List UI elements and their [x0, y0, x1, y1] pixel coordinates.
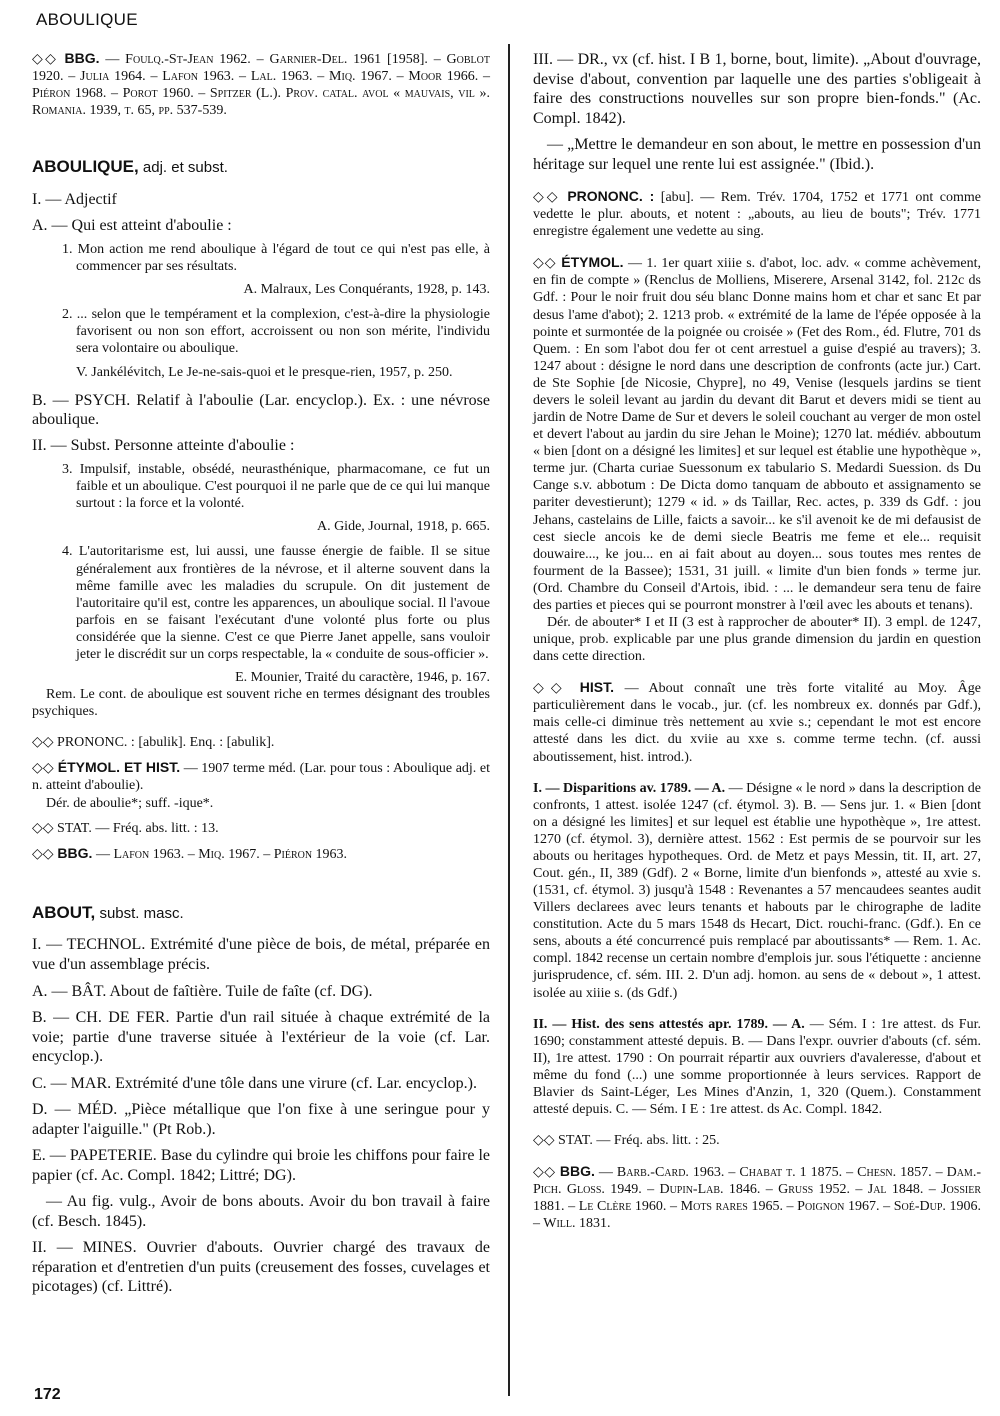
- entry-title-about: ABOUT, subst. masc.: [32, 902, 184, 922]
- page-number: 172: [34, 1386, 61, 1403]
- about-section-II: II. — MINES. Ouvrier d'abouts. Ouvrier chargé des travaux de réparation et d'entretien d'un puits (creusement des fosses, cuvelages et picotages) (cf. Littré).: [32, 1239, 490, 1296]
- about-section-III-2: — „Mettre le demandeur en son about, le mettre en possession d'un héritage sur lequel une rente lui est assignée." (Ibid.).: [533, 136, 981, 173]
- left-column: [32, 50, 490, 1304]
- column-divider: [508, 44, 510, 1396]
- example-4-source: E. Mounier, Traité du caractère, 1946, p. 167.: [235, 670, 490, 686]
- about-bbg: ◇◇ BBG. — Barb.-Card. 1963. – Chabat t. 1 1875. – Chesn. 1857. – Dam.-Pich. Gloss. 1949. – Dupin-Lab. 1846. – Gruss 1952. – Jal 1848. – Jossier 1881. – Le Clère 1960. – Mots rares 1965. – Poignon 1967. – Soé-Dup. 1906. – Will. 1831.: [533, 1163, 981, 1232]
- example-2-source: V. Jankélévitch, Le Je-ne-sais-quoi et le presque-rien, 1957, p. 250.: [76, 364, 453, 380]
- about-section-I: I. — TECHNOL. Extrémité d'une pièce de bois, de métal, préparée en vue d'un assemblage précis.: [32, 936, 490, 973]
- prononc: ◇◇ PRONONC. : [abulik]. Enq. : [abulik].: [32, 735, 275, 751]
- about-prononc: ◇◇ PRONONC. : [abu]. — Rem. Trév. 1704, 1752 et 1771 ont comme vedette le plur. abouts, et notent : „abouts, au lieu de bouts"; Trév. 1771 enregistre également une vedette au sing.: [533, 188, 981, 240]
- about-section-D: D. — MÉD. „Pièce métallique que l'on fixe à une seringue pour y adapter l'aiguille." (Pt Rob.).: [32, 1101, 490, 1138]
- bbg-entry-2: ◇◇ BBG. — Lafon 1963. – Miq. 1967. – Piéron 1963.: [32, 844, 348, 862]
- entry-title-aboulique: ABOULIQUE, adj. et subst.: [32, 157, 228, 177]
- section-II: II. — Subst. Personne atteinte d'aboulie :: [32, 436, 295, 454]
- about-etymol: ◇◇ ÉTYMOL. — 1. 1er quart xiiie s. d'abot, loc. adv. « comme achèvement, en fin de compte » (Renclus de Molliens, Miserere, Arsenal 3142, fol. 212c ds Gdf. : Pour le noir fruit dou séu blanc Donne mains hom et char et sanc Et par desus l'ame d'abot); 2. 1213 prob. « extrémité de la lame de l'épée opposée à la pointe et surmontée de la poignée ou croisée » (Fet des Rom., éd. Flutre, 701 ds Quem. : En som l'abot dou fer ot cent arrestuel a guise d'espié au travers); 3. 1247 about : désigne le nord dans une description de confronts (acte jur.) Cart. de Ste Sophie [de Nicosie, Chypre], no 49, Venise (lesquels jardins se tient devers le soleil levant au jardin du devant dit Barut et devers midi se tient au jardin de Notre Dame de Sur et devers le soleil couchant au verger de mon ostel et devert l'about au jardin du sire Jehan le Moine); 1270 lat. médiév. abboutum « bien [dont on a désigné les limites] et sur lequel est établie une hypothèque », terme jur. (Charta curiae Suessonum ex tabulario S. Medardi Suession. ds Du Cange s.v. abbotum : De Dicta domo tanquam de abbouto et assignamento se pariter devestierunt); 1279 « id. » ds Taillar, Rec. actes, p. 339 ds Gdf. : jou Jehans, castelains de Lille, faicts a savoir... ke s'il avenoit ke de mi defausist de cest siecle ancois ke de demi siecle Beatris me feme et ele... requisit douwaire..., ke jou... en ai fait about au doyen... sous toutes mes rentes de fourment de la Bassee); 1531, 31 juill. « limite d'un bien fonds » terme jur. (Ord. Chambre du Conseil d'Artois, ibid. : ... le demandeur sera tenu de faire des parties et pieces qui se pourront monstrer à l'œil avec les abouts et tenans).: [533, 254, 981, 613]
- remark: Rem. Le cont. de aboulique est souvent riche en termes désignant des troubles psychiques.: [32, 687, 490, 720]
- example-1: 1. Mon action me rend aboulique à l'égard de tout ce qui n'est pas elle, à commencer par ses résultats.: [62, 242, 490, 275]
- example-3-source: A. Gide, Journal, 1918, p. 665.: [316, 519, 490, 535]
- running-head: ABOULIQUE: [36, 10, 138, 29]
- section-B: B. — PSYCH. Relatif à l'aboulie (Lar. encyclop.). Ex. : une névrose aboulique.: [32, 391, 490, 429]
- about-figurative: — Au fig. vulg., Avoir de bons abouts. Avoir du bon travail à faire (cf. Besch. 1845).: [32, 1193, 490, 1230]
- bbg-entry: ◇◇ BBG. — Foulq.-St-Jean 1962. – Garnier-Del. 1961 [1958]. – Goblot 1920. – Julia 1964. – Lafon 1963. – Lal. 1963. – Miq. 1967. – Moor 1966. – Piéron 1968. – Porot 1960. – Spitzer (L.). Prov. catal. avol « mauvais, vil ». Romania. 1939, t. 65, pp. 537-539.: [32, 50, 490, 119]
- example-2: 2. ... selon que le tempérament et la complexion, c'est-à-dire la physiologie favorisent ou non son effort, accroissent ou non son mérite, l'individu sera volontaire ou aboulique.: [62, 307, 490, 357]
- stat: ◇◇ STAT. — Fréq. abs. litt. : 13.: [32, 820, 219, 836]
- about-hist-sens: II. — Hist. des sens attestés apr. 1789. — A. — Sém. I : 1re attest. ds Fur. 1690; constamment attesté depuis. B. — Dans l'expr. ouvrier d'abouts (cf. sém. II), 1re attest. 1790 : On pourrait répartir aux ouvriers d'avaleresse, d'about et même du fond (...) une somme proportionnée à leurs services. Rapport de Blavier ds Saint-Léger, Les Mines d'Anzin, 1, 320 (Quem.). Constamment attesté depuis. C. — Sém. I E : 1re attest. ds Ac. Compl. 1842.: [533, 1016, 981, 1117]
- about-hist: ◇◇ HIST. — About connaît une très forte vitalité au Moy. Âge particulièrement dans le vocab., jur. (cf. les nombreux ex. donnés par Gdf.), mais celle-ci diminue très nettement au xvie s.; cependant le mot est encore attesté dans les dict. du xviie au xxe s. comme terme techn. (cf. aussi aboutissement, hist. introd.).: [533, 679, 982, 765]
- about-section-A: A. — BÂT. About de faîtière. Tuile de faîte (cf. DG).: [32, 982, 373, 1000]
- right-column: [533, 50, 981, 1240]
- about-etymol-derivation: Dér. de abouter* I et II (3 est à rapprocher de abouter* II). 3 empl. de 1247, unique, prob. explicable par une plus grande dimension du jardin en question dans cette direction.: [533, 614, 981, 665]
- about-section-III: III. — DR., vx (cf. hist. I B 1, borne, bout, limite). „About d'ouvrage, devise d'about, convention par laquelle une des parties s'obligeait à faire des constructions nouvelles sur son propre bien-fonds." (Ac. Compl. 1842).: [533, 51, 981, 127]
- about-section-E: E. — PAPETERIE. Base du cylindre qui broie les chiffons pour faire le papier (cf. Ac. Compl. 1842; Littré; DG).: [32, 1147, 490, 1184]
- section-A: A. — Qui est atteint d'aboulie :: [32, 216, 232, 234]
- example-3: 3. Impulsif, instable, obsédé, neurasthénique, pharmacomane, ce fut un faible et un aboulique. C'est pourquoi il ne parle que de ce qui lui manque surtout : la force et la volonté.: [62, 462, 490, 512]
- example-4: 4. L'autoritarisme est, lui aussi, une fausse énergie de faible. Il se situe généralement aux frontières de la névrose, et il alterne souvent dans la même famille avec les maladies du scrupule. On dit justement de l'autoritaire qu'il est, contre les apparences, un aboulique social. Il l'avoue parfois en se faisant l'exécutant d'une volonté plus forte ou plus considérée que la sienne. C'est ce que Pierre Janet appelle, sans vouloir jeter le discrédit sur un corps respectable, la « conduite de sous-officier ».: [62, 544, 490, 662]
- etymol: ◇◇ ÉTYMOL. ET HIST. — 1907 terme méd. (Lar. pour tous : Aboulique adj. et n. atteint d'aboulie).: [32, 759, 491, 794]
- section-I: I. — Adjectif: [32, 191, 117, 209]
- etymol-derivation: Dér. de aboulie*; suff. -ique*.: [46, 795, 214, 811]
- about-disparitions: I. — Disparitions av. 1789. — A. — Désigne « le nord » dans la description de confronts, 1 attest. isolée 1247 (cf. étymol. 3). B. — Sens jur. 1. « Bien [dont on a désigné les limites] et sur lequel est établie une hypothèque », 1re attest. 1270 (cf. étymol. 3), dernière attest. 1562 : Est permis de se pourvoir sur les abouts ou heritages hypotheques. Ord. de Metz et pays Messin, tit. II, art. 27, Cout. gén., II, 389 (Gdf). 2 « Borne, limite d'un bienfonds », attesté au xvie s. (1531, cf. étymol. 3) jusqu'à 1548 : Revenantes a 57 mencaudees seantes audit Villers declarees avec leurs tenants et habouts par le chirographe de ladite constitution. Acte du 5 mars 1548 ds Hecart, Dict. rouchi-franc. (Gdf.). En ce sens, abouts a été concurrencé puis remplacé par aboutissants* — Rem. 1. Ac. compl. 1842 recense un certain nombre d'emplois jur. sous l'étiquette : ancienne jurisprudence, cf. sém. III. 2. D'un adj. homon. au sens de « debout », 1 attest. isolée au xiiie s. (ds Gdf.): [533, 780, 982, 1001]
- about-stat: ◇◇ STAT. — Fréq. abs. litt. : 25.: [533, 1133, 720, 1149]
- about-section-C: C. — MAR. Extrémité d'une tôle dans une virure (cf. Lar. encyclop.).: [32, 1074, 477, 1092]
- example-1-source: A. Malraux, Les Conquérants, 1928, p. 143.: [243, 282, 490, 298]
- about-section-B: B. — CH. DE FER. Partie d'un rail située à chaque extrémité de la voie; partie d'une traverse située à l'extérieur de la voie (cf. Lar. encyclop.).: [32, 1009, 490, 1066]
